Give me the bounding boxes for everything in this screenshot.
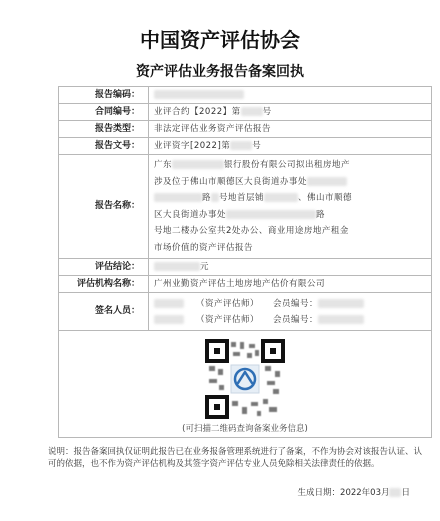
row-agency bbox=[59, 276, 432, 293]
redacted-value bbox=[241, 107, 263, 116]
redacted-value bbox=[154, 262, 200, 271]
conclusion-unit: 元 bbox=[200, 261, 210, 272]
contract-no-prefix: 业评合约【2022】第 bbox=[154, 106, 241, 117]
report-code-value bbox=[149, 87, 432, 104]
generation-date-prefix: 生成日期：2022年03月 bbox=[297, 488, 390, 498]
redacted-value bbox=[154, 299, 184, 308]
report-name-line bbox=[154, 157, 426, 174]
report-name-line bbox=[154, 174, 426, 191]
report-doc-no-suffix: 号 bbox=[252, 140, 262, 151]
report-type-value: 非法定评估业务资产评估报告 bbox=[149, 121, 432, 138]
signer-member-label: 会员编号： bbox=[273, 298, 319, 309]
row-qr bbox=[59, 331, 432, 438]
report-name-text: 、佛山市顺德 bbox=[298, 193, 353, 203]
qr-code-icon bbox=[205, 339, 285, 419]
report-name-line: 市场价值的资产评估报告 bbox=[154, 242, 254, 253]
report-name-text: 区大良街道办事处 bbox=[154, 209, 227, 220]
contract-no-label: 合同编号： bbox=[59, 104, 149, 121]
redacted-value bbox=[264, 193, 298, 202]
redacted-value bbox=[389, 488, 401, 497]
row-signers bbox=[59, 293, 432, 331]
row-report-code bbox=[59, 87, 432, 104]
redacted-value bbox=[154, 90, 244, 99]
page-subtitle: 资产评估业务报告备案回执 bbox=[136, 64, 304, 80]
redacted-value bbox=[318, 299, 364, 308]
redacted-value bbox=[154, 315, 184, 324]
row-report-name bbox=[59, 155, 432, 259]
row-report-type bbox=[59, 121, 432, 138]
conclusion-label: 评估结论： bbox=[59, 259, 149, 276]
report-doc-no-label: 报告文号： bbox=[59, 138, 149, 155]
redacted-value bbox=[211, 193, 219, 202]
report-name-line bbox=[154, 190, 426, 207]
report-name-line: 号地二楼办公室共2处办公、商业用途房地产租金 bbox=[154, 226, 349, 236]
report-name-text: 广东 bbox=[154, 160, 173, 170]
page-title: 中国资产评估协会 bbox=[140, 28, 300, 52]
report-name-text: 号地首层铺 bbox=[219, 193, 265, 203]
signers-value bbox=[149, 293, 432, 331]
redacted-value bbox=[307, 177, 347, 186]
report-type-label: 报告类型： bbox=[59, 121, 149, 138]
row-contract-no bbox=[59, 104, 432, 121]
signer-row bbox=[154, 296, 426, 312]
agency-label: 评估机构名称： bbox=[59, 276, 149, 293]
report-code-label: 报告编码： bbox=[59, 87, 149, 104]
report-name-text: 路 bbox=[316, 209, 326, 220]
disclaimer-note: 说明：报告备案回执仅证明此报告已在业务报备管理系统进行了备案，不作为协会对该报告认证、认可的依据，也不作为资产评估机构及其签字资产评估专业人员免除相关法律责任的依据。 bbox=[48, 447, 423, 469]
agency-value: 广州业勤资产评估土地房地产估价有限公司 bbox=[149, 276, 432, 293]
report-name-label: 报告名称： bbox=[59, 155, 149, 259]
report-doc-no-value bbox=[149, 138, 432, 155]
redacted-value bbox=[154, 193, 202, 202]
qr-code[interactable] bbox=[205, 339, 285, 419]
record-table bbox=[58, 86, 432, 438]
redacted-value bbox=[318, 315, 364, 324]
redacted-value bbox=[172, 160, 224, 169]
conclusion-value bbox=[149, 259, 432, 276]
signer-role: （资产评估师） bbox=[196, 314, 260, 325]
report-name-value bbox=[149, 155, 432, 259]
signer-row bbox=[154, 312, 426, 328]
signer-member-label: 会员编号： bbox=[273, 314, 319, 325]
contract-no-value bbox=[149, 104, 432, 121]
report-doc-no-prefix: 业评资字[2022]第 bbox=[154, 140, 231, 151]
row-report-doc-no bbox=[59, 138, 432, 155]
contract-no-suffix: 号 bbox=[262, 106, 272, 117]
generation-date-suffix: 日 bbox=[401, 488, 410, 498]
qr-caption: (可扫描二维码查询备案业务信息) bbox=[182, 423, 308, 434]
redacted-value bbox=[230, 141, 252, 150]
qr-cell bbox=[59, 331, 432, 438]
report-name-text: 银行股份有限公司拟出租房地产 bbox=[224, 160, 351, 170]
redacted-value bbox=[226, 210, 316, 219]
report-name-text: 涉及位于佛山市顺德区大良街道办事处 bbox=[154, 176, 308, 187]
generation-date bbox=[298, 486, 410, 498]
report-name-line bbox=[154, 207, 426, 224]
signers-label: 签名人员： bbox=[59, 293, 149, 331]
report-name-text: 路 bbox=[202, 193, 212, 203]
signer-role: （资产评估师） bbox=[196, 298, 260, 309]
row-conclusion bbox=[59, 259, 432, 276]
